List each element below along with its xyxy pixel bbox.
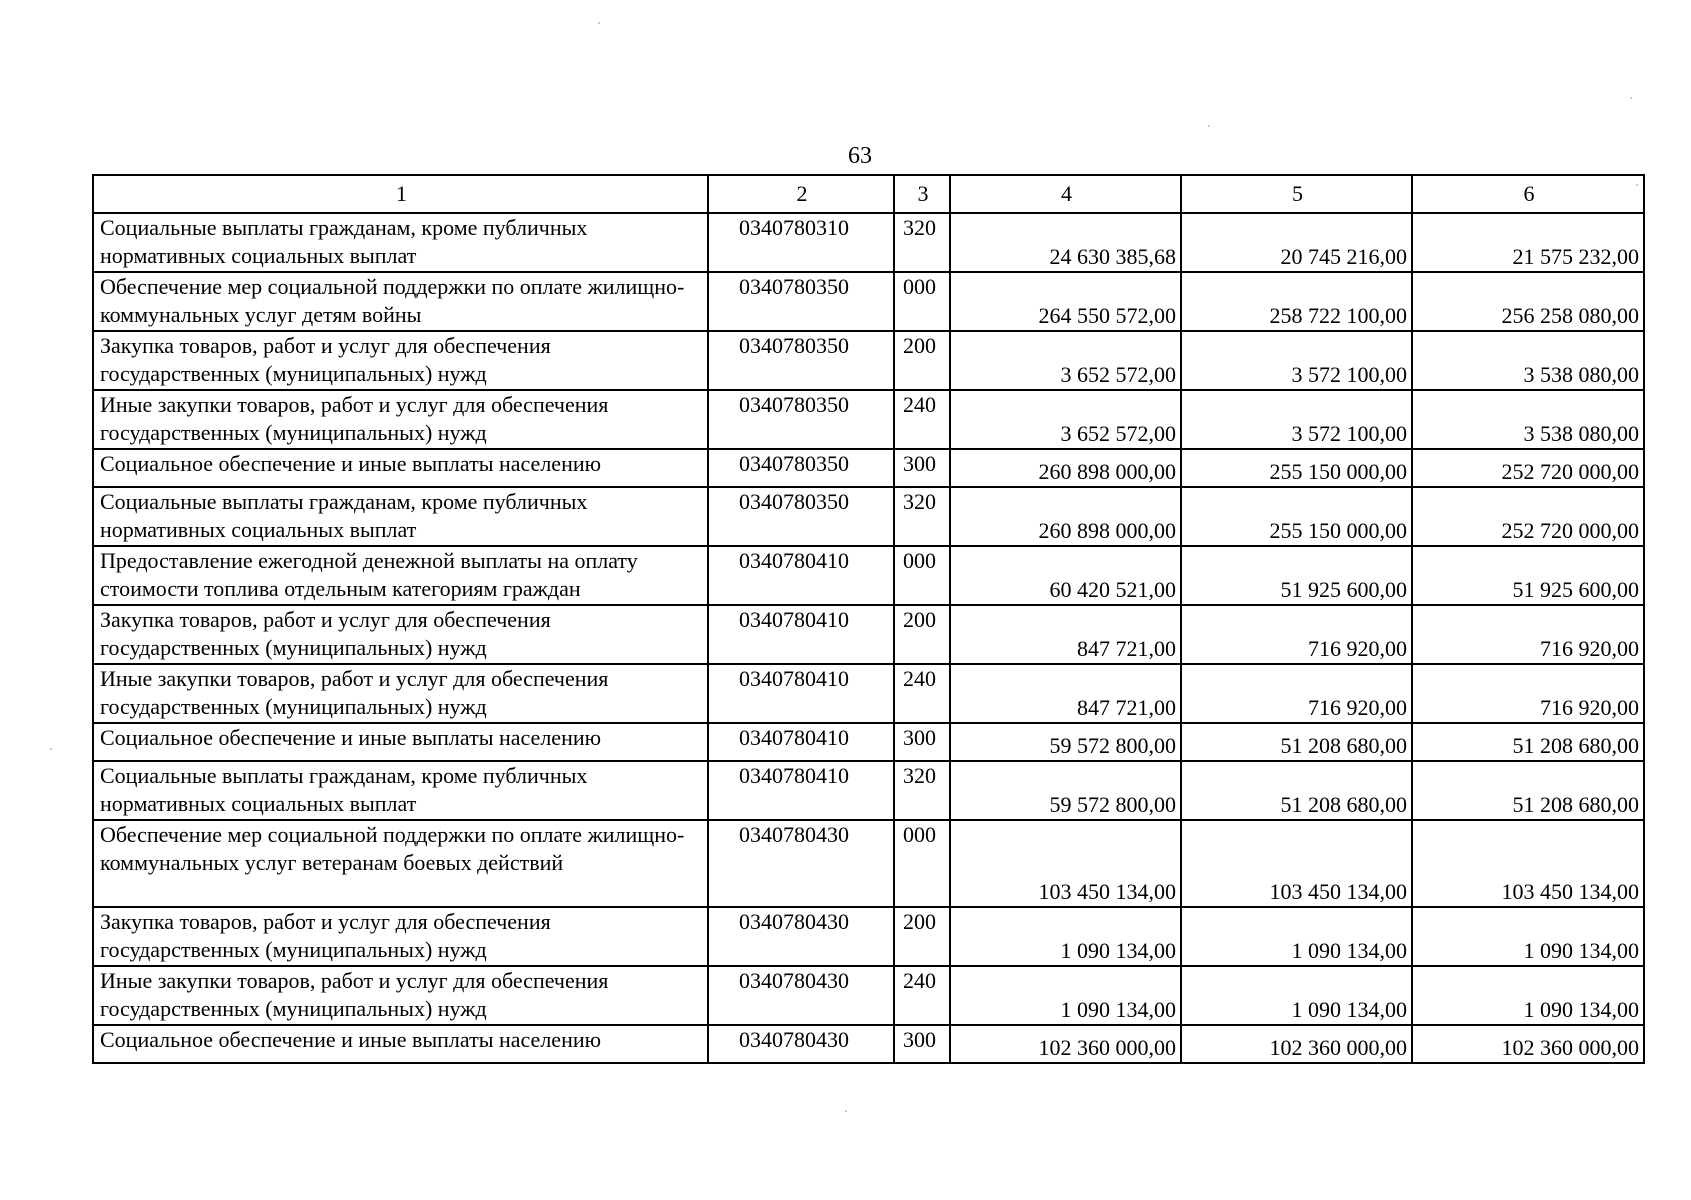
row-expense-type-cell: 320 (894, 487, 950, 546)
row-name-cell: Иные закупки товаров, работ и услуг для обеспечения государственных (муниципальных) нужд (93, 390, 708, 449)
row-expense-type-cell: 000 (894, 820, 950, 907)
row-value-col6-cell: 252 720 000,00 (1412, 449, 1644, 487)
table-row (93, 723, 1644, 761)
row-value-col4-cell: 59 572 800,00 (950, 761, 1181, 820)
row-value-col6-cell: 256 258 080,00 (1412, 272, 1644, 331)
row-value-col5-cell: 51 208 680,00 (1181, 761, 1412, 820)
page-number: 63 (848, 143, 872, 169)
row-value-col4-cell: 260 898 000,00 (950, 487, 1181, 546)
column-header-1: 1 (93, 175, 708, 213)
row-value-col6-cell: 51 208 680,00 (1412, 761, 1644, 820)
row-expense-type-cell: 320 (894, 213, 950, 272)
table-row (93, 664, 1644, 723)
row-value-col4-cell: 103 450 134,00 (950, 820, 1181, 907)
row-expense-type-cell: 240 (894, 966, 950, 1025)
row-value-col6-cell: 51 208 680,00 (1412, 723, 1644, 761)
row-value-col6-cell: 1 090 134,00 (1412, 907, 1644, 966)
budget-table (92, 174, 1645, 1064)
row-value-col6-cell: 716 920,00 (1412, 605, 1644, 664)
row-value-col6-cell: 3 538 080,00 (1412, 390, 1644, 449)
row-value-col5-cell: 103 450 134,00 (1181, 820, 1412, 907)
row-name-cell: Социальное обеспечение и иные выплаты населению (93, 723, 708, 761)
row-name-cell: Социальное обеспечение и иные выплаты населению (93, 1025, 708, 1063)
row-code-cell: 0340780310 (708, 213, 894, 272)
row-name-cell: Закупка товаров, работ и услуг для обеспечения государственных (муниципальных) нужд (93, 605, 708, 664)
table-row (93, 487, 1644, 546)
table-row (93, 449, 1644, 487)
row-value-col4-cell: 264 550 572,00 (950, 272, 1181, 331)
row-expense-type-cell: 200 (894, 331, 950, 390)
row-code-cell: 0340780410 (708, 761, 894, 820)
row-value-col4-cell: 847 721,00 (950, 664, 1181, 723)
row-value-col5-cell: 3 572 100,00 (1181, 390, 1412, 449)
row-code-cell: 0340780350 (708, 390, 894, 449)
row-name-cell: Закупка товаров, работ и услуг для обеспечения государственных (муниципальных) нужд (93, 331, 708, 390)
row-name-cell: Социальные выплаты гражданам, кроме публичных нормативных социальных выплат (93, 213, 708, 272)
row-name-cell: Иные закупки товаров, работ и услуг для обеспечения государственных (муниципальных) нужд (93, 664, 708, 723)
header-row (93, 175, 1644, 213)
row-value-col5-cell: 3 572 100,00 (1181, 331, 1412, 390)
row-expense-type-cell: 000 (894, 272, 950, 331)
row-code-cell: 0340780410 (708, 723, 894, 761)
row-name-cell: Предоставление ежегодной денежной выплаты на оплату стоимости топлива отдельным категориям граждан (93, 546, 708, 605)
table-row (93, 390, 1644, 449)
row-expense-type-cell: 300 (894, 1025, 950, 1063)
scan-speck (50, 748, 52, 750)
row-value-col6-cell: 252 720 000,00 (1412, 487, 1644, 546)
table-row (93, 907, 1644, 966)
row-value-col4-cell: 260 898 000,00 (950, 449, 1181, 487)
row-expense-type-cell: 320 (894, 761, 950, 820)
row-code-cell: 0340780430 (708, 820, 894, 907)
table-row (93, 331, 1644, 390)
row-name-cell: Социальное обеспечение и иные выплаты населению (93, 449, 708, 487)
table-body (93, 213, 1644, 1063)
row-value-col4-cell: 102 360 000,00 (950, 1025, 1181, 1063)
row-expense-type-cell: 300 (894, 449, 950, 487)
row-value-col6-cell: 21 575 232,00 (1412, 213, 1644, 272)
row-code-cell: 0340780430 (708, 1025, 894, 1063)
row-expense-type-cell: 200 (894, 605, 950, 664)
row-expense-type-cell: 240 (894, 390, 950, 449)
column-header-2: 2 (708, 175, 894, 213)
row-code-cell: 0340780410 (708, 664, 894, 723)
table-row (93, 1025, 1644, 1063)
row-value-col4-cell: 1 090 134,00 (950, 966, 1181, 1025)
row-code-cell: 0340780350 (708, 331, 894, 390)
row-value-col5-cell: 716 920,00 (1181, 664, 1412, 723)
row-name-cell: Иные закупки товаров, работ и услуг для обеспечения государственных (муниципальных) нужд (93, 966, 708, 1025)
row-expense-type-cell: 200 (894, 907, 950, 966)
row-name-cell: Обеспечение мер социальной поддержки по оплате жилищно-коммунальных услуг ветеранам боевых действий (93, 820, 708, 907)
row-code-cell: 0340780350 (708, 272, 894, 331)
row-value-col4-cell: 847 721,00 (950, 605, 1181, 664)
table-row (93, 213, 1644, 272)
row-value-col5-cell: 255 150 000,00 (1181, 487, 1412, 546)
scan-speck (1636, 184, 1638, 186)
scan-speck (845, 1110, 847, 1112)
row-code-cell: 0340780430 (708, 966, 894, 1025)
row-value-col4-cell: 59 572 800,00 (950, 723, 1181, 761)
row-code-cell: 0340780410 (708, 546, 894, 605)
row-expense-type-cell: 240 (894, 664, 950, 723)
row-expense-type-cell: 300 (894, 723, 950, 761)
row-code-cell: 0340780430 (708, 907, 894, 966)
column-header-3: 3 (894, 175, 950, 213)
row-code-cell: 0340780350 (708, 449, 894, 487)
row-name-cell: Социальные выплаты гражданам, кроме публичных нормативных социальных выплат (93, 487, 708, 546)
table-row (93, 272, 1644, 331)
row-value-col4-cell: 60 420 521,00 (950, 546, 1181, 605)
table-header (93, 175, 1644, 213)
scan-speck (1208, 125, 1210, 127)
table-row (93, 761, 1644, 820)
row-code-cell: 0340780350 (708, 487, 894, 546)
table-row (93, 546, 1644, 605)
scan-speck (598, 22, 600, 24)
row-name-cell: Закупка товаров, работ и услуг для обеспечения государственных (муниципальных) нужд (93, 907, 708, 966)
row-value-col5-cell: 258 722 100,00 (1181, 272, 1412, 331)
row-value-col6-cell: 103 450 134,00 (1412, 820, 1644, 907)
row-value-col5-cell: 1 090 134,00 (1181, 907, 1412, 966)
row-value-col5-cell: 102 360 000,00 (1181, 1025, 1412, 1063)
row-value-col6-cell: 716 920,00 (1412, 664, 1644, 723)
table-row (93, 966, 1644, 1025)
row-value-col5-cell: 51 208 680,00 (1181, 723, 1412, 761)
row-value-col5-cell: 255 150 000,00 (1181, 449, 1412, 487)
column-header-5: 5 (1181, 175, 1412, 213)
column-header-6: 6 (1412, 175, 1644, 213)
row-value-col5-cell: 1 090 134,00 (1181, 966, 1412, 1025)
row-code-cell: 0340780410 (708, 605, 894, 664)
row-value-col4-cell: 24 630 385,68 (950, 213, 1181, 272)
row-value-col5-cell: 716 920,00 (1181, 605, 1412, 664)
row-value-col6-cell: 3 538 080,00 (1412, 331, 1644, 390)
row-value-col6-cell: 102 360 000,00 (1412, 1025, 1644, 1063)
column-header-4: 4 (950, 175, 1181, 213)
table-row (93, 605, 1644, 664)
scan-speck (1630, 97, 1632, 99)
table-row (93, 820, 1644, 907)
row-value-col4-cell: 3 652 572,00 (950, 331, 1181, 390)
row-value-col5-cell: 20 745 216,00 (1181, 213, 1412, 272)
row-value-col6-cell: 51 925 600,00 (1412, 546, 1644, 605)
row-value-col5-cell: 51 925 600,00 (1181, 546, 1412, 605)
row-name-cell: Обеспечение мер социальной поддержки по оплате жилищно-коммунальных услуг детям войны (93, 272, 708, 331)
row-expense-type-cell: 000 (894, 546, 950, 605)
row-name-cell: Социальные выплаты гражданам, кроме публичных нормативных социальных выплат (93, 761, 708, 820)
row-value-col6-cell: 1 090 134,00 (1412, 966, 1644, 1025)
row-value-col4-cell: 3 652 572,00 (950, 390, 1181, 449)
row-value-col4-cell: 1 090 134,00 (950, 907, 1181, 966)
